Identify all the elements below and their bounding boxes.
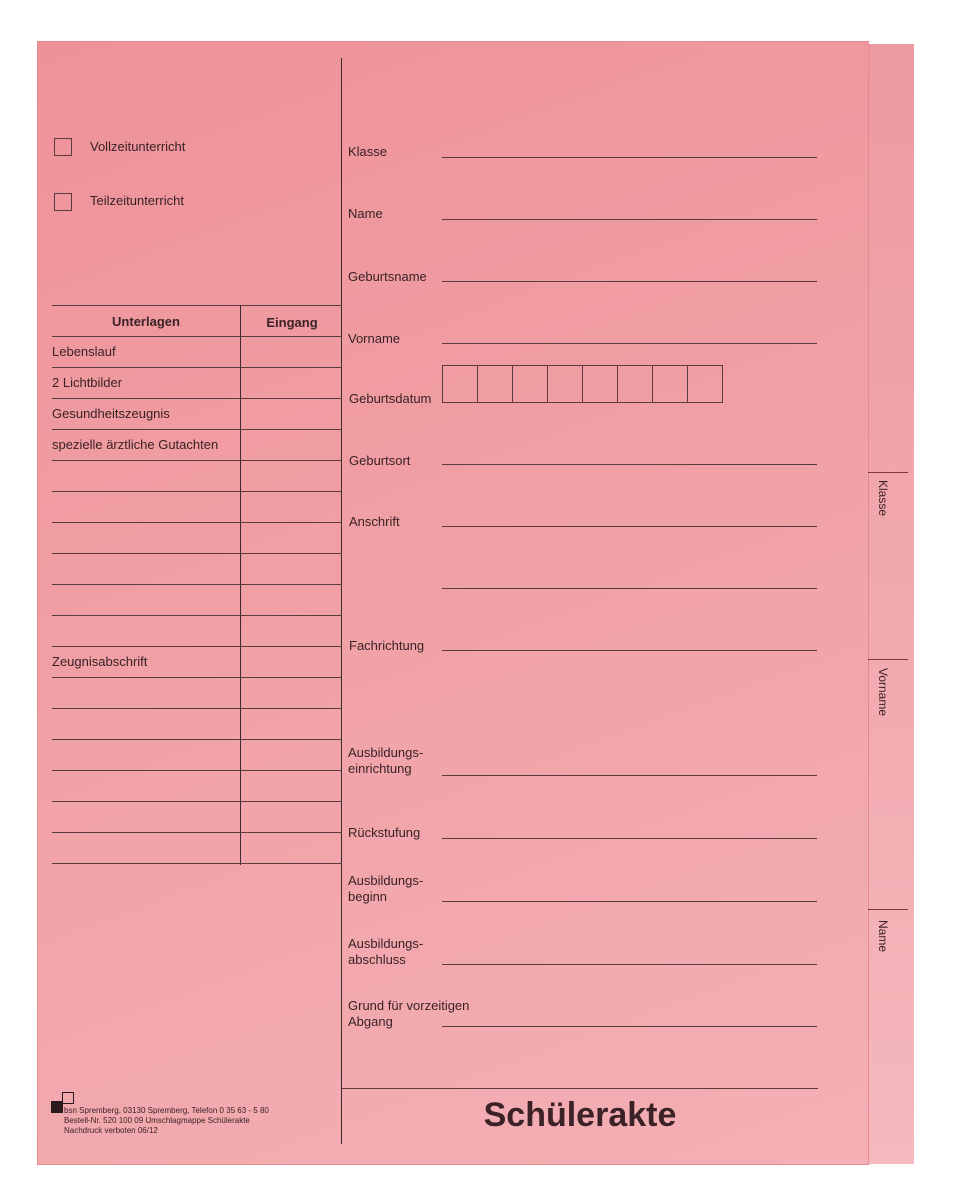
label-ausbildungsabschluss: Ausbildungs- abschluss: [348, 936, 424, 967]
tab-divider: [868, 659, 908, 660]
label-name: Name: [348, 206, 383, 221]
ausbildungsabschluss-field[interactable]: [442, 964, 817, 965]
label-grund-abgang: Grund für vorzeitigen Abgang: [348, 998, 470, 1029]
rueckstufung-field[interactable]: [442, 838, 817, 839]
geburtsdatum-digit-box[interactable]: [442, 365, 478, 403]
geburtsdatum-digit-box[interactable]: [652, 365, 688, 403]
geburtsdatum-digit-box[interactable]: [687, 365, 723, 403]
geburtsdatum-digit-box[interactable]: [477, 365, 513, 403]
table-row[interactable]: [52, 491, 342, 492]
fachrichtung-field[interactable]: [442, 650, 817, 651]
table-row-label: spezielle ärztliche Gutachten: [52, 437, 219, 452]
table-row-label: Zeugnisabschrift: [52, 654, 148, 669]
center-divider: [341, 58, 342, 1144]
document-title: Schülerakte: [483, 1096, 677, 1134]
table-header-eingang: Eingang: [266, 315, 318, 330]
teilzeit-checkbox[interactable]: [54, 193, 72, 211]
tab-label-klasse: Klasse: [876, 480, 890, 517]
table-top-border: [52, 305, 342, 306]
tab-divider: [868, 909, 908, 910]
table-row[interactable]: [52, 553, 342, 554]
publisher-logo-filled: [51, 1101, 63, 1113]
table-row[interactable]: [52, 429, 342, 430]
geburtsdatum-digit-box[interactable]: [617, 365, 653, 403]
table-row[interactable]: [52, 460, 342, 461]
label-vorname: Vorname: [348, 331, 401, 346]
table-row[interactable]: [52, 770, 342, 771]
table-row-label: 2 Lichtbilder: [52, 375, 123, 390]
table-row[interactable]: [52, 708, 342, 709]
label-geburtsname: Geburtsname: [348, 269, 427, 284]
table-row[interactable]: [52, 398, 342, 399]
footer-line-1: bsn Spremberg, 03130 Spremberg, Telefon 0 35 63 - 5 80: [64, 1106, 269, 1115]
folder-cover: [38, 42, 868, 1164]
geburtsort-field[interactable]: [442, 464, 817, 465]
tab-label-name: Name: [876, 920, 890, 953]
table-column-divider: [240, 305, 241, 865]
label-geburtsort: Geburtsort: [349, 453, 411, 468]
geburtsdatum-digit-box[interactable]: [547, 365, 583, 403]
label-klasse: Klasse: [348, 144, 388, 159]
table-row[interactable]: [52, 739, 342, 740]
name-field[interactable]: [442, 219, 817, 220]
anschrift-field-1[interactable]: [442, 526, 817, 527]
teilzeit-label: Teilzeitunterricht: [90, 193, 184, 208]
table-row[interactable]: [52, 367, 342, 368]
label-rueckstufung: Rückstufung: [348, 825, 421, 840]
label-fachrichtung: Fachrichtung: [349, 638, 425, 653]
table-row[interactable]: [52, 584, 342, 585]
label-geburtsdatum: Geburtsdatum: [349, 391, 432, 406]
table-row[interactable]: [52, 646, 342, 647]
footer-line-3: Nachdruck verboten 06/12: [64, 1126, 158, 1135]
label-ausbildungsbeginn: Ausbildungs- beginn: [348, 873, 424, 904]
ausbildungseinrichtung-field[interactable]: [442, 775, 817, 776]
publisher-logo-outline: [62, 1092, 74, 1104]
label-ausbildungseinrichtung: Ausbildungs- einrichtung: [348, 745, 424, 776]
table-row[interactable]: [52, 522, 342, 523]
table-row[interactable]: [52, 615, 342, 616]
vollzeit-label: Vollzeitunterricht: [90, 139, 186, 154]
geburtsdatum-digit-box[interactable]: [512, 365, 548, 403]
table-row[interactable]: [52, 832, 342, 833]
vollzeit-checkbox[interactable]: [54, 138, 72, 156]
footer-line-2: Bestell-Nr. 520 100 09 Umschlagmappe Schülerakte: [64, 1116, 250, 1125]
table-row-label: Lebenslauf: [52, 344, 116, 359]
anschrift-field-2[interactable]: [442, 588, 817, 589]
geburtsname-field[interactable]: [442, 281, 817, 282]
table-header-border: [52, 336, 342, 337]
geburtsdatum-digit-box[interactable]: [582, 365, 618, 403]
label-anschrift: Anschrift: [349, 514, 400, 529]
klasse-field[interactable]: [442, 157, 817, 158]
tab-divider: [868, 472, 908, 473]
table-row-label: Gesundheitszeugnis: [52, 406, 170, 421]
table-header-unterlagen: Unterlagen: [112, 314, 180, 329]
ausbildungsbeginn-field[interactable]: [442, 901, 817, 902]
table-row[interactable]: [52, 677, 342, 678]
table-row[interactable]: [52, 801, 342, 802]
vorname-field[interactable]: [442, 343, 817, 344]
table-row[interactable]: [52, 863, 342, 864]
title-separator: [342, 1088, 818, 1089]
tab-label-vorname: Vorname: [876, 668, 890, 717]
grund-abgang-field[interactable]: [442, 1026, 817, 1027]
